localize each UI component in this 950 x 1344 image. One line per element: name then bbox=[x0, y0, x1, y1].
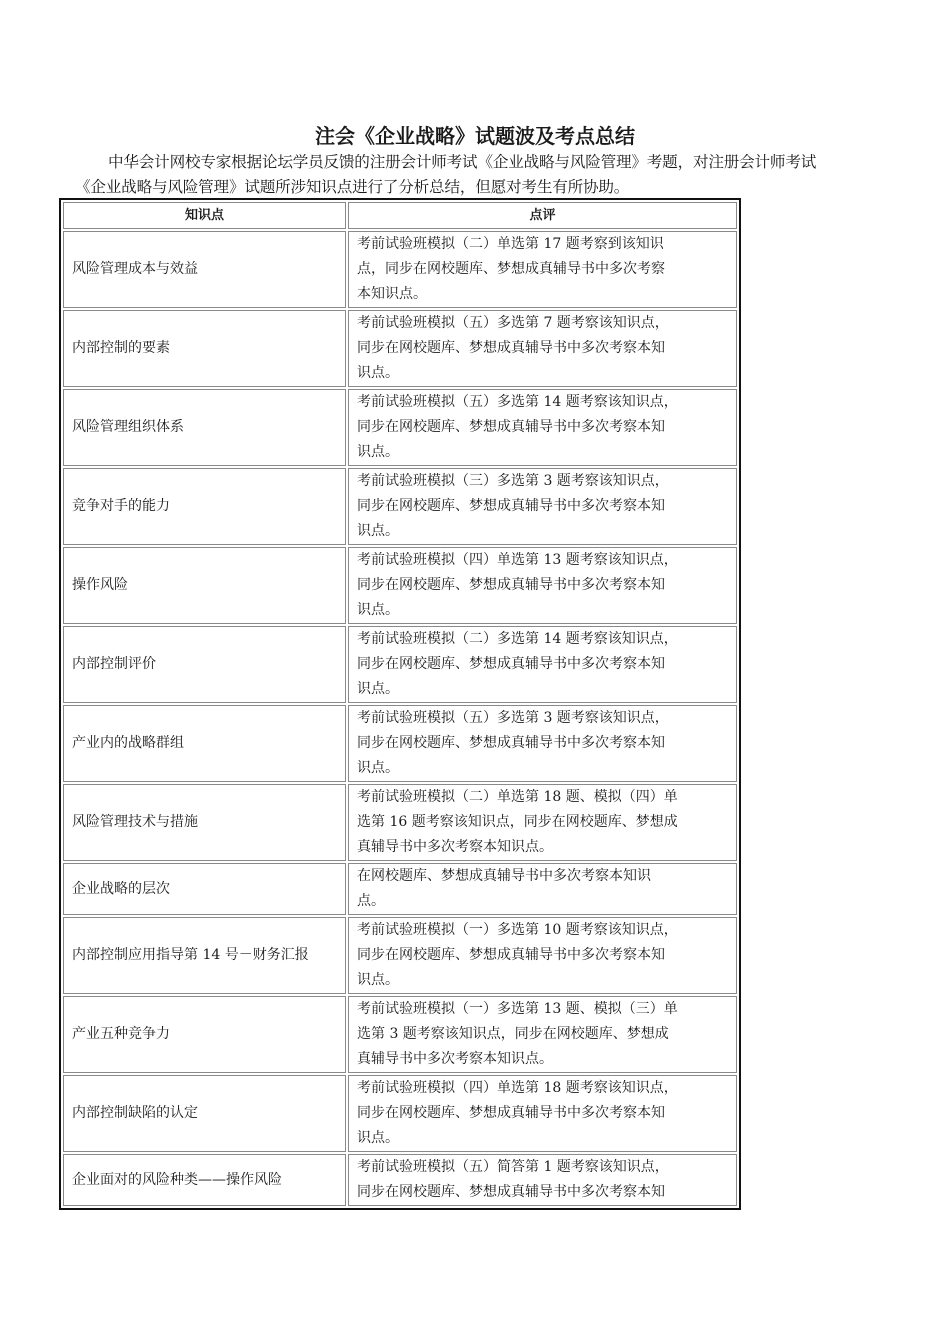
comment-line: 考前试验班模拟（五）简答第 1 题考察该知识点， bbox=[357, 1159, 669, 1175]
knowledge-cell: 企业面对的风险种类——操作风险 bbox=[63, 1154, 346, 1206]
comment-line: 考前试验班模拟（五）多选第 7 题考察该知识点， bbox=[357, 315, 669, 331]
comment-line: 考前试验班模拟（五）多选第 3 题考察该知识点， bbox=[357, 710, 669, 726]
comment-line: 真辅导书中多次考察本知识点。 bbox=[357, 1051, 553, 1067]
comment-line: 识点。 bbox=[357, 444, 399, 460]
table-row bbox=[63, 996, 737, 1073]
comment-cell bbox=[348, 863, 737, 915]
comment-line: 识点。 bbox=[357, 972, 399, 988]
table-row bbox=[63, 784, 737, 861]
comment-line: 同步在网校题库、梦想成真辅导书中多次考察本知 bbox=[357, 419, 665, 435]
comment-line: 识点。 bbox=[357, 523, 399, 539]
comment-cell bbox=[348, 547, 737, 624]
table-header-row bbox=[63, 202, 737, 229]
comment-cell bbox=[348, 231, 737, 308]
table-row bbox=[63, 1154, 737, 1206]
header-knowledge: 知识点 bbox=[63, 202, 346, 229]
comment-line: 同步在网校题库、梦想成真辅导书中多次考察本知 bbox=[357, 947, 665, 963]
header-comment: 点评 bbox=[348, 202, 737, 229]
comment-line: 考前试验班模拟（二）单选第 17 题考察到该知识 bbox=[357, 236, 664, 252]
comment-line: 点。 bbox=[357, 893, 385, 909]
comment-line: 考前试验班模拟（一）多选第 10 题考察该知识点， bbox=[357, 922, 678, 938]
comment-line: 在网校题库、梦想成真辅导书中多次考察本知识 bbox=[357, 868, 651, 884]
comment-line: 考前试验班模拟（一）多选第 13 题、模拟（三）单 bbox=[357, 1001, 678, 1017]
comment-line: 考前试验班模拟（五）多选第 14 题考察该知识点， bbox=[357, 394, 678, 410]
comment-cell bbox=[348, 1154, 737, 1206]
comment-line: 识点。 bbox=[357, 760, 399, 776]
comment-line: 同步在网校题库、梦想成真辅导书中多次考察本知 bbox=[357, 1184, 665, 1200]
comment-line: 识点。 bbox=[357, 1130, 399, 1146]
intro-paragraph bbox=[72, 150, 862, 200]
table-row bbox=[63, 231, 737, 308]
table-row bbox=[63, 863, 737, 915]
comment-line: 同步在网校题库、梦想成真辅导书中多次考察本知 bbox=[357, 577, 665, 593]
comment-line: 识点。 bbox=[357, 602, 399, 618]
comment-cell bbox=[348, 389, 737, 466]
table-row bbox=[63, 310, 737, 387]
table-body bbox=[63, 231, 737, 1206]
knowledge-cell: 风险管理成本与效益 bbox=[63, 231, 346, 308]
comment-cell bbox=[348, 705, 737, 782]
table-row bbox=[63, 547, 737, 624]
comment-line: 考前试验班模拟（三）多选第 3 题考察该知识点， bbox=[357, 473, 669, 489]
knowledge-cell: 内部控制评价 bbox=[63, 626, 346, 703]
intro-line-1: 中华会计网校专家根据论坛学员反馈的注册会计师考试《企业战略与风险管理》考题，对注册会计师考试 bbox=[108, 153, 817, 171]
comment-cell bbox=[348, 1075, 737, 1152]
comment-line: 识点。 bbox=[357, 681, 399, 697]
knowledge-cell: 操作风险 bbox=[63, 547, 346, 624]
comment-cell bbox=[348, 626, 737, 703]
knowledge-cell: 风险管理组织体系 bbox=[63, 389, 346, 466]
knowledge-cell: 内部控制的要素 bbox=[63, 310, 346, 387]
table-row bbox=[63, 917, 737, 994]
comment-line: 选第 3 题考察该知识点，同步在网校题库、梦想成 bbox=[357, 1026, 669, 1042]
comment-line: 考前试验班模拟（二）单选第 18 题、模拟（四）单 bbox=[357, 789, 678, 805]
comment-cell bbox=[348, 310, 737, 387]
comment-cell bbox=[348, 784, 737, 861]
comment-line: 考前试验班模拟（二）多选第 14 题考察该知识点， bbox=[357, 631, 678, 647]
intro-line-2: 《企业战略与风险管理》试题所涉知识点进行了分析总结，但愿对考生有所协助。 bbox=[75, 178, 630, 196]
comment-line: 点，同步在网校题库、梦想成真辅导书中多次考察 bbox=[357, 261, 665, 277]
comment-line: 考前试验班模拟（四）单选第 13 题考察该知识点， bbox=[357, 552, 678, 568]
comment-line: 本知识点。 bbox=[357, 286, 427, 302]
comment-cell bbox=[348, 468, 737, 545]
table-row bbox=[63, 626, 737, 703]
comment-line: 同步在网校题库、梦想成真辅导书中多次考察本知 bbox=[357, 1105, 665, 1121]
comment-line: 识点。 bbox=[357, 365, 399, 381]
comment-cell bbox=[348, 996, 737, 1073]
knowledge-cell: 产业五种竞争力 bbox=[63, 996, 346, 1073]
document-title: 注会《企业战略》试题波及考点总结 bbox=[315, 124, 635, 148]
comment-line: 真辅导书中多次考察本知识点。 bbox=[357, 839, 553, 855]
table-row bbox=[63, 389, 737, 466]
knowledge-cell: 风险管理技术与措施 bbox=[63, 784, 346, 861]
knowledge-cell: 竞争对手的能力 bbox=[63, 468, 346, 545]
comment-line: 同步在网校题库、梦想成真辅导书中多次考察本知 bbox=[357, 735, 665, 751]
comment-line: 选第 16 题考察该知识点，同步在网校题库、梦想成 bbox=[357, 814, 678, 830]
knowledge-cell: 企业战略的层次 bbox=[63, 863, 346, 915]
knowledge-table bbox=[59, 198, 741, 1210]
comment-cell bbox=[348, 917, 737, 994]
table-row bbox=[63, 468, 737, 545]
knowledge-cell: 产业内的战略群组 bbox=[63, 705, 346, 782]
comment-line: 同步在网校题库、梦想成真辅导书中多次考察本知 bbox=[357, 498, 665, 514]
comment-line: 考前试验班模拟（四）单选第 18 题考察该知识点， bbox=[357, 1080, 678, 1096]
comment-line: 同步在网校题库、梦想成真辅导书中多次考察本知 bbox=[357, 656, 665, 672]
comment-line: 同步在网校题库、梦想成真辅导书中多次考察本知 bbox=[357, 340, 665, 356]
table-row bbox=[63, 1075, 737, 1152]
table-row bbox=[63, 705, 737, 782]
knowledge-cell: 内部控制缺陷的认定 bbox=[63, 1075, 346, 1152]
knowledge-cell: 内部控制应用指导第 14 号－财务汇报 bbox=[63, 917, 346, 994]
